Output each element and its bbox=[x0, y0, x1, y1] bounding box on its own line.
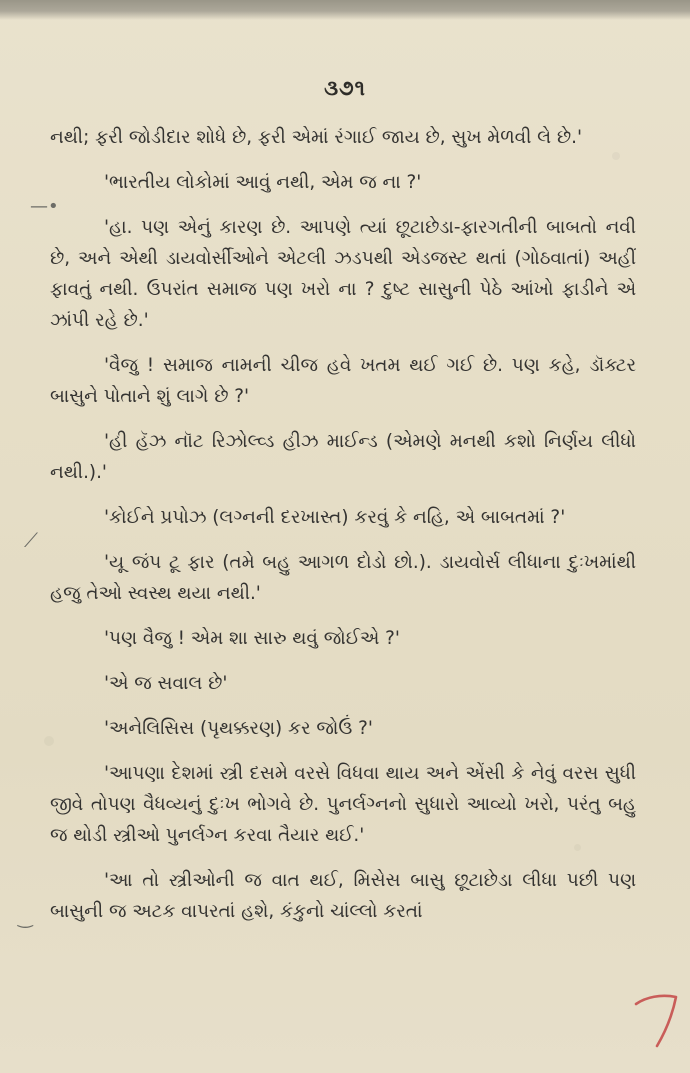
scan-edge-strip bbox=[0, 0, 690, 20]
paragraph: 'પણ વૈજુ ! એમ શા સારુ થવું જોઈએ ?' bbox=[104, 628, 400, 649]
paragraph: 'ભારતીય લોકોમાં આવું નથી, એમ જ ના ?' bbox=[104, 172, 422, 193]
paragraph: 'આ તો સ્ત્રીઓની જ વાત થઈ, મિસેસ બાસુ છૂટાછેડા લીધા પછી પણ બાસુની જ અટક વાપરતાં હશે, કંકુનો ચાંલ્લો કરતાં bbox=[50, 870, 636, 922]
handwritten-seven-icon bbox=[628, 990, 684, 1052]
margin-mark: —• bbox=[30, 196, 59, 217]
handwritten-seven-stroke bbox=[636, 996, 676, 1046]
paragraph: 'વૈજુ ! સમાજ નામની ચીજ હવે ખતમ થઈ ગઈ છે. પણ કહે, ડૉક્ટર બાસુને પોતાને શું લાગે છે ?' bbox=[50, 355, 636, 407]
paragraph: 'હી હૅઝ નૉટ રિઝોલ્વ્ડ હીઝ માઈન્ડ (એમણે મનથી કશો નિર્ણય લીધો નથી.).' bbox=[50, 431, 636, 483]
paragraph: 'એ જ સવાલ છે' bbox=[104, 673, 228, 694]
document-body bbox=[50, 122, 636, 941]
margin-mark: ⟋ bbox=[24, 528, 38, 552]
paragraph: 'હા. પણ એનું કારણ છે. આપણે ત્યાં છૂટાછેડા-ફારગતીની બાબતો નવી છે, અને એથી ડાયવોર્સીઓને એટલી ઝડપથી એડજસ્ટ થતાં (ગોઠવાતાં) અહીં ફાવતું નથી. ઉપરાંત સમાજ પણ ખરો ના ? દુષ્ટ સાસુની પેઠે આંખો ફાડીને એ ઝાંપી રહે છે.' bbox=[50, 217, 636, 331]
paragraph: 'કોઈને પ્રપોઝ (લગ્નની દરખાસ્ત) કરવું કે નહિ, એ બાબતમાં ?' bbox=[104, 507, 566, 528]
paragraph: 'આપણા દેશમાં સ્ત્રી દસમે વરસે વિધવા થાય અને એંસી કે નેવું વરસ સુધી જીવે તોપણ વૈધવ્યનું દુઃખ ભોગવે છે. પુનર્લગ્નનો સુધારો આવ્યો ખરો, પરંતુ બહુ જ થોડી સ્ત્રીઓ પુનર્લગ્ન કરવા તૈયાર થઈ.' bbox=[50, 763, 636, 846]
paragraph: 'અનેલિસિસ (પૃથક્કરણ) કર જોઉં ?' bbox=[104, 718, 373, 739]
paragraph: નથી; ફરી જોડીદાર શોધે છે, ફરી એમાં રંગાઈ જાય છે, સુખ મેળવી લે છે.' bbox=[50, 127, 583, 148]
paragraph: 'યૂ જંપ ટૂ ફાર (તમે બહુ આગળ દોડો છો.). ડાયવોર્સ લીધાના દુઃખમાંથી હજુ તેઓ સ્વસ્થ થયા નથી.' bbox=[50, 552, 636, 604]
margin-mark: ‿ bbox=[18, 908, 33, 929]
page-number: ૩૭૧ bbox=[324, 76, 366, 100]
